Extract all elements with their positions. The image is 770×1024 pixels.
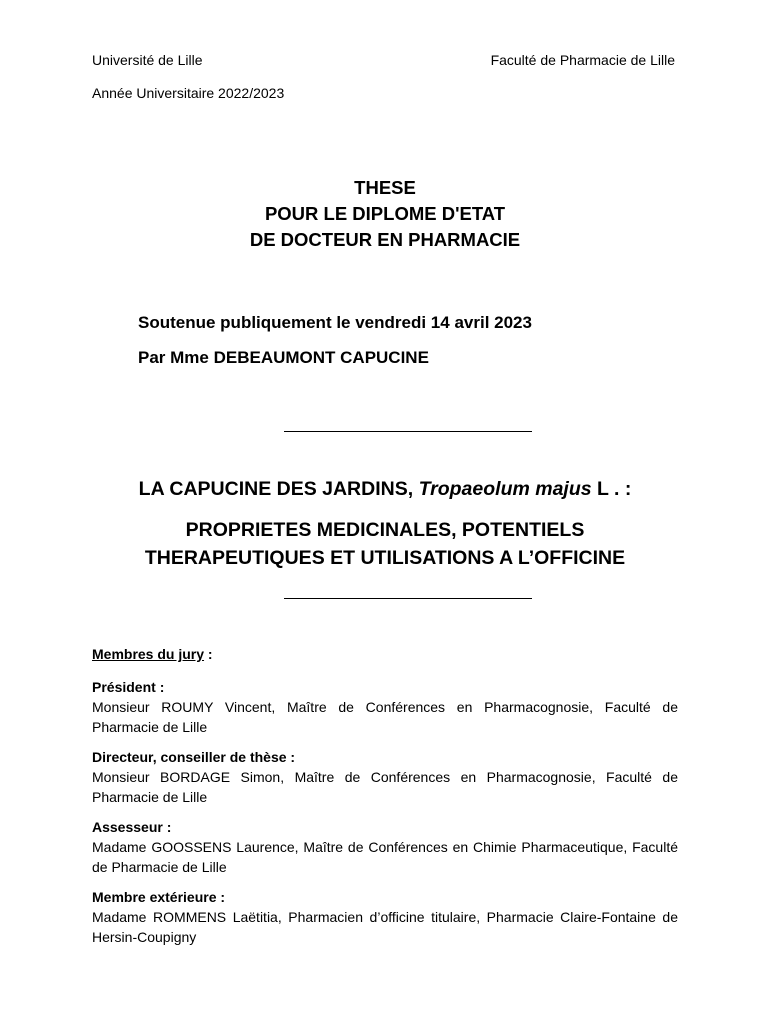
thesis-title-suffix: L . :: [591, 478, 632, 500]
jury-heading-colon: :: [204, 646, 213, 662]
jury-member-director: [92, 747, 678, 807]
thesis-subtitle-line-1: PROPRIETES MEDICINALES, POTENTIELS: [185, 519, 585, 541]
jury-member-external: [92, 887, 678, 947]
degree-title-line-1: THESE: [354, 177, 416, 198]
jury-heading: [92, 646, 213, 662]
jury-role: Directeur, conseiller de thèse :: [92, 749, 296, 765]
separator-rule-top: [284, 431, 532, 432]
jury-role: Président :: [92, 679, 165, 695]
jury-member-president: [92, 677, 678, 737]
thesis-title-species: Tropaeolum majus: [418, 478, 592, 500]
jury-member-assessor: [92, 817, 678, 877]
degree-title-line-2: POUR LE DIPLOME D'ETAT: [264, 203, 506, 224]
jury-member-description: Monsieur BORDAGE Simon, Maître de Conférences en Pharmacognosie, Faculté de Pharmacie de Lille: [92, 769, 678, 805]
jury-member-description: Monsieur ROUMY Vincent, Maître de Conférences en Pharmacognosie, Faculté de Pharmacie de Lille: [92, 699, 678, 735]
jury-role: Assesseur :: [92, 819, 172, 835]
faculty-name: Faculté de Pharmacie de Lille: [490, 52, 675, 68]
thesis-subtitle: [0, 516, 770, 572]
jury-member-description: Madame GOOSSENS Laurence, Maître de Conférences en Chimie Pharmaceutique, Faculté de Pharmacie de Lille: [92, 839, 678, 875]
degree-title: [0, 175, 770, 253]
jury-member-description: Madame ROMMENS Laëtitia, Pharmacien d’officine titulaire, Pharmacie Claire-Fontaine de Hersin-Coupigny: [92, 909, 678, 945]
thesis-title: [0, 478, 770, 501]
university-name: Université de Lille: [92, 52, 203, 68]
thesis-title-prefix: LA CAPUCINE DES JARDINS,: [138, 478, 419, 500]
jury-role: Membre extérieure :: [92, 889, 226, 905]
author-name: Par Mme DEBEAUMONT CAPUCINE: [138, 348, 429, 367]
academic-year: Année Universitaire 2022/2023: [92, 85, 285, 101]
jury-heading-label: Membres du jury: [92, 646, 205, 662]
defense-date: Soutenue publiquement le vendredi 14 avril 2023: [138, 313, 532, 332]
degree-title-line-3: DE DOCTEUR EN PHARMACIE: [249, 229, 521, 250]
separator-rule-bottom: [284, 598, 532, 599]
thesis-subtitle-line-2: THERAPEUTIQUES ET UTILISATIONS A L’OFFICINE: [144, 547, 626, 569]
